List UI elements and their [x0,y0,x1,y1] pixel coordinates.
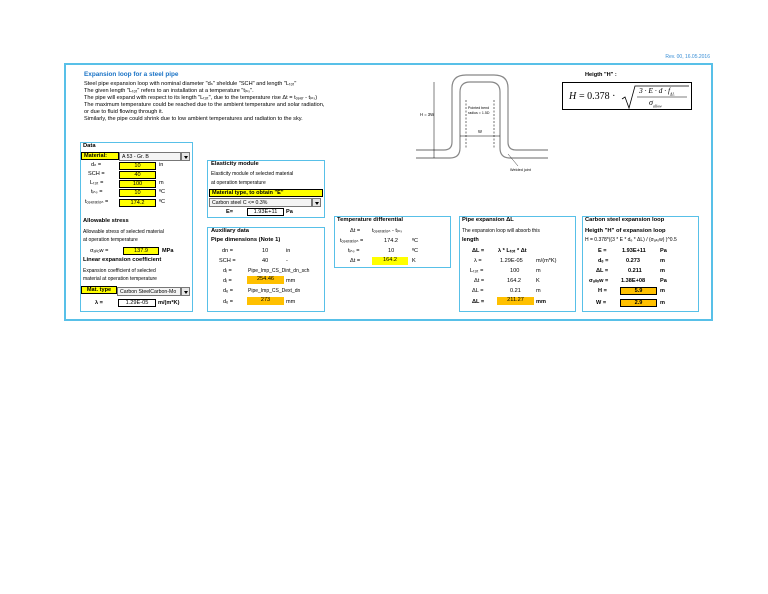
allowable-stress-title: Allowable stress [83,218,129,224]
material-type-e-dropdown-button[interactable] [312,198,321,207]
loop-sigma-label: σₐₗₗₒw = [589,278,609,284]
pipe-expansion-title: Pipe expansion ΔL [462,217,514,223]
loop-de-label: dₑ = [598,258,609,264]
temperature-title: Temperature differential [337,217,403,223]
sch-label: SCH = [88,171,105,177]
intro-line: The maximum temperature could be reached due to the ambient temperature and solar radiation, [84,102,325,108]
sigma-allow-label: σₐₗₗₒw = [90,248,109,254]
diagram-h-label: H = 3W [420,112,435,117]
tins-unit: ºC [159,189,166,195]
sch-input[interactable]: 40 [119,171,156,179]
aux-de-label: dₑ = [223,288,234,294]
diagram-radius-note: Pointed bend [468,106,490,110]
e-unit: Pa [286,209,293,215]
loop-h-unit: m [660,288,665,294]
loop-w-value: 2.9 [620,299,657,307]
material-select[interactable]: A 53 - Gr. B [119,152,181,161]
aux-de-unit: mm [286,299,296,305]
lambda-value: 1.29E-05 [118,299,156,307]
exp-dl-mm-value: 211.27 [497,297,534,305]
aux-sch-value: 40 [262,258,269,264]
exp-lambda-value: 1.29E-05 [500,258,523,264]
auxiliary-title: Auxiliary data [211,228,250,234]
loop-w-unit: m [660,300,665,306]
loop-h-label: H = [598,288,607,294]
loop-de-value: 0.273 [626,258,640,264]
temp-toper-label: tₒₚₑᵣₐₜᵢₒₙ = [340,238,364,244]
exp-dl-mm-unit: mm [536,299,546,305]
aux-dn-label: dn = [222,248,234,254]
expansion-loop-diagram [408,72,558,172]
ltot-input[interactable]: 100 [119,180,156,188]
intro-line: Steel pipe expansion loop with nominal diameter "dₙ" sheldule "SCH" and length "Lₜₒₜ" [84,81,297,87]
pipe-expansion-desc: The expansion loop will absorb this [462,228,540,234]
formula-lhs: H [569,91,577,102]
temp-toper-value: 174.2 [384,238,398,244]
pipe-dimensions-subtitle: Pipe dimensions (Note 1) [211,237,281,243]
ltot-label: Lₜₒₜ = [90,180,104,186]
aux-sch-unit: - [286,258,288,264]
sigma-allow-unit: MPa [162,248,174,254]
intro-line: The pipe will expand with respect to its length "Lₜₒₜ", due to the temperature rise Δt = tₒₚₑᵣ - tᵢₙₛ) [84,95,318,101]
temp-dt-formula: tₒₚₑᵣₐₜᵢₒₙ - tᵢₙₛ [372,228,403,234]
data-panel-title: Data [83,143,96,149]
loop-dl-value: 0.211 [628,268,642,274]
formula-numerator-sub: ΔL [670,91,675,97]
mat-type-dropdown-button[interactable] [181,287,190,296]
diagram-radius-note: radius = 1.5D [468,111,490,115]
toper-unit: ºC [159,199,166,205]
exp-lambda-unit: m/(m*K) [536,258,557,264]
formula-coef: = 0.378 · [579,91,616,102]
temp-toper-unit: ºC [412,238,419,244]
exp-dt-label: Δt = [474,278,485,284]
loop-subtitle: Heigth "H" of expansion loop [585,228,666,234]
temp-dt-label: Δt = [350,228,361,234]
e-value: 1.93E+11 [247,208,284,216]
elasticity-desc: at operation temperature [211,180,266,186]
formula-denominator-sub: allow [652,103,662,109]
exp-ltot-label: Lₜₒₜ = [470,268,484,274]
loop-title: Carbon steel expansion loop [585,217,665,223]
dn-label: dₙ = [91,162,102,168]
aux-de-formula: Pipe_Imp_CS_Dext_dn [248,288,301,294]
lambda-unit: m/(m*K) [158,300,180,306]
intro-line: Similarly, the pipe could shrink due to low ambient temperatures and radiation to the sky. [84,116,303,122]
loop-w-label: W = [596,300,607,306]
temp-tins-value: 10 [388,248,395,254]
ltot-unit: m [159,180,164,186]
linear-expansion-title: Linear expansion coefficient [83,257,162,263]
elasticity-desc: Elasticity module of selected material [211,171,294,177]
loop-h-value: 5.9 [620,287,657,295]
aux-de-label-2: dₑ = [223,299,234,305]
allowable-desc: Allowable stress of selected material [83,229,164,235]
exp-ltot-value: 100 [510,268,520,274]
loop-dl-unit: m [660,268,665,274]
dn-input[interactable]: 10 [119,162,156,170]
exp-ltot-unit: m [536,268,541,274]
tins-label: tᵢₙₛ = [91,189,103,195]
loop-e-unit: Pa [660,248,667,254]
aux-dn-unit: in [286,248,291,254]
mat-type-select[interactable]: Carbon SteelCarbon-Mo [117,287,181,296]
formula-denominator [649,98,662,109]
material-type-e-label: Material type, to obtain "E" [209,189,323,197]
diagram-w-label: W [478,129,482,134]
temp-dt-result-unit: K [412,258,416,264]
intro-line: or due to fluid flowing through it. [84,109,164,115]
exp-dl-formula: λ * Lₜₒₜ * Δt [498,248,527,254]
loop-e-value: 1.93E+11 [622,248,646,254]
exp-dl-m-label: ΔL = [472,288,484,294]
exp-dl-label: ΔL = [472,248,485,254]
toper-input[interactable]: 174.2 [119,199,156,207]
pipe-expansion-desc: length [462,237,479,243]
temp-dt-result-value: 164.2 [372,257,408,265]
diagram-welded-label: Welded joint [510,168,531,172]
loop-sigma-value: 1.38E+08 [621,278,646,284]
material-type-e-select[interactable]: Carbon steel C <= 0.3% [209,198,312,207]
temp-tins-unit: ºC [412,248,419,254]
exp-dl-m-value: 0.21 [510,288,521,294]
formula-numerator [639,86,675,97]
loop-formula: H = 0.378*((3 * E * dₑ * ΔL) / (σₐₗₗₒw) )^0.5 [585,237,677,243]
elasticity-title: Elasticity module [211,161,259,167]
linear-desc: material at operation temperature [83,276,157,282]
toper-label: tₒₚₑᵣₐₜᵢₒₙ = [85,199,109,205]
exp-dt-unit: K [536,278,540,284]
aux-di-formula: Pipe_Imp_CS_Dint_dn_sch [248,268,310,274]
loop-de-unit: m [660,258,665,264]
aux-di-label: dᵢ = [223,268,232,274]
aux-di-label-2: dᵢ = [223,278,232,284]
temp-dt-result-label: Δt = [350,258,361,264]
allowable-desc: at operation temperature [83,237,138,243]
formula-denominator-text: σ [649,98,653,107]
exp-dt-value: 164.2 [507,278,521,284]
sheet-title: Expansion loop for a steel pipe [84,71,179,78]
intro-text [84,81,324,123]
sigma-allow-input[interactable]: 137.9 [123,247,159,255]
exp-lambda-label: λ = [474,258,482,264]
aux-de-value: 273 [247,297,284,305]
intro-line: The given length "Lₜₒₜ" refers to an installation at a temperature "tᵢₙₛ". [84,88,254,94]
loop-e-label: E = [598,248,607,254]
exp-dl-mm-label: ΔL = [472,299,485,305]
revision-label: Rev. 00, 16.05.2016 [665,54,710,60]
tins-input[interactable]: 10 [119,189,156,197]
aux-di-unit: mm [286,278,296,284]
exp-dl-m-unit: m [536,288,541,294]
aux-dn-value: 10 [262,248,269,254]
material-label: Material: [81,152,119,160]
aux-di-value: 254.46 [247,276,284,284]
material-dropdown-button[interactable] [181,152,190,161]
aux-sch-label: SCH = [219,258,236,264]
loop-dl-label: ΔL = [596,268,609,274]
height-formula-box [562,82,692,110]
formula-numerator-text: 3 · E · d · f [639,86,671,95]
temp-tins-label: tᵢₙₛ = [348,248,360,254]
dn-unit: in [159,162,164,168]
loop-sigma-unit: Pa [660,278,667,284]
e-label: E= [226,209,233,215]
height-formula-label: Heigth "H" : [585,72,617,78]
linear-desc: Expansion coefficient of selected [83,268,156,274]
lambda-label: λ = [95,300,103,306]
mat-type-label: Mat. type [81,286,117,294]
